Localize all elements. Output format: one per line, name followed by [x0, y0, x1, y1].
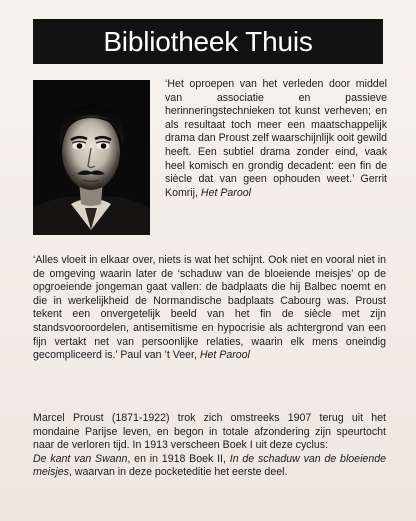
author-portrait — [33, 80, 150, 235]
quote2-source: Het Parool — [199, 349, 250, 362]
review-quote-komrij — [165, 78, 387, 200]
quote1-text: ‘Het oproepen van het verleden door middel van associatie en passieve herinneringstechnieken tot kunst verheven; en als resultaat toch meer een maatschappelijk drama dan Proust zelf waarschijnlijk ooit gewild heeft. Een subtiel drama zonder eind, vaak heel komisch en grondig decadent: een fin de siècle dat van geen ophouden weet.’ Gerrit Komrij, — [165, 78, 387, 199]
quote2-text: ‘Alles vloeit in elkaar over, niets is wat het schijnt. Ook niet en vooral niet in de omgeving waarin later de ‘schaduw van de bloeiende meisjes’ op de opgroeiende jongeman gaat vallen: de badplaats die hij Balbec noemt en die in werkelijkheid de Normandische badplaats Cabourg was. Proust tekent een onvergetelijk beeld van het fin de siècle met zijn standsvooroordelen, antisemitisme en hypocrisie als achtergrond van een fijn vertakt net van persoonlijke relaties, waarin elk mens oneindig gecompliceerd is.’ Paul van ’t Veer, — [33, 254, 386, 362]
intro-part3: , waarvan in deze pocketeditie het eerste deel. — [68, 466, 288, 479]
intro-book1-title: De kant van Swann — [33, 452, 128, 465]
review-quote-van-t-veer — [33, 254, 386, 363]
author-intro — [33, 412, 386, 480]
series-title: Bibliotheek Thuis — [103, 25, 313, 57]
portrait-drawing — [33, 80, 150, 235]
intro-book2-title: In de schaduw van de bloeiende meisjes — [33, 452, 386, 479]
intro-part1: Marcel Proust (1871-1922) trok zich omstreeks 1907 terug uit het mondaine Parijse leven, en begon in totale afzondering zijn speurtocht naar de verloren tijd. In 1913 verscheen Boek I uit deze cyclus: — [33, 412, 386, 452]
intro-part2: , en in 1918 Boek II, — [127, 452, 226, 465]
series-banner — [33, 19, 383, 64]
quote1-source: Het Parool — [200, 186, 251, 199]
